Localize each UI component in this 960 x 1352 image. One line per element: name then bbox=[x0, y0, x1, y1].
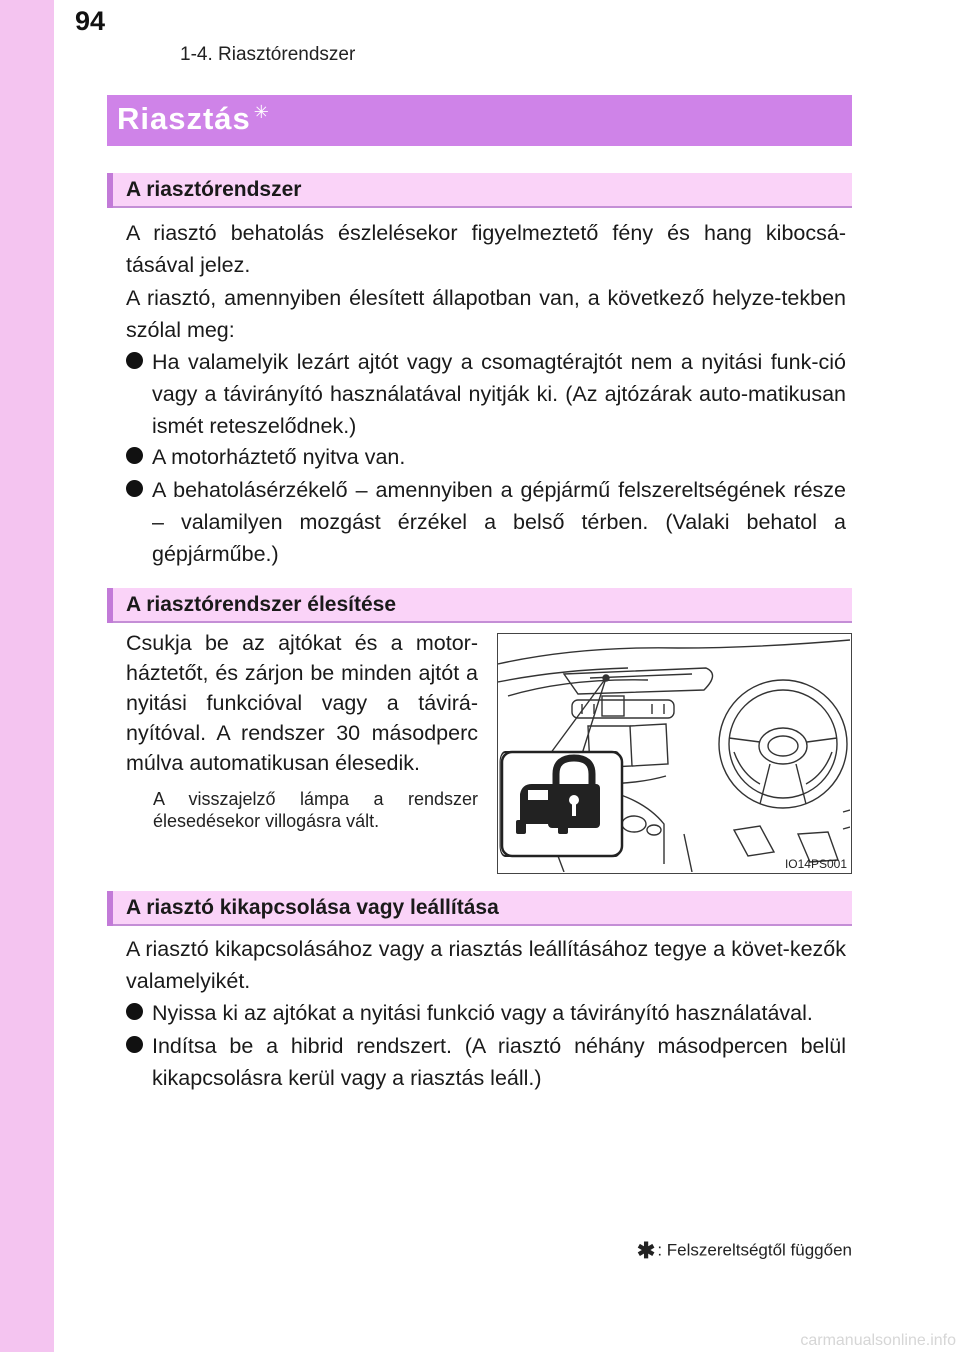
subheading-accent bbox=[107, 173, 113, 208]
subheading-disarm bbox=[107, 891, 852, 926]
paragraph-intro: A riasztó behatolás észlelésekor figyelmeztető fény és hang kibocsá-tásával jelez. bbox=[126, 221, 846, 277]
footnote bbox=[637, 1238, 852, 1264]
subheading-accent bbox=[107, 588, 113, 623]
subheading-label: A riasztó kikapcsolása vagy leállítása bbox=[126, 896, 499, 919]
optional-equipment-marker: ✳ bbox=[253, 101, 270, 122]
bullet-dot-icon bbox=[126, 480, 143, 497]
dashboard-drawing bbox=[498, 634, 850, 872]
bullet-text: A motorháztető nyitva van. bbox=[152, 445, 406, 469]
asterisk-icon: ✱ bbox=[636, 1238, 656, 1263]
side-color-bar bbox=[0, 0, 54, 1352]
figure-code: IO14PS001 bbox=[784, 857, 847, 871]
page-number: 94 bbox=[75, 6, 106, 36]
bullet-item bbox=[126, 997, 846, 1029]
subheading-accent bbox=[107, 891, 113, 926]
paragraph-arming: Csukja be az ajtókat és a motor-háztetőt, és zárjon be minden ajtót a nyitási funkcióval vagy a távirá-nyítóval. A rendszer 30 másodperc múlva automatikusan élesedik. bbox=[126, 631, 478, 775]
bullet-dot-icon bbox=[126, 447, 143, 464]
subheading-label: A riasztórendszer bbox=[126, 178, 302, 201]
bullet-dot-icon bbox=[126, 1036, 143, 1053]
bullet-dot-icon bbox=[126, 1003, 143, 1020]
dashboard-illustration bbox=[497, 633, 852, 874]
note-indicator: A visszajelző lámpa a rendszer élesedésekor villogásra vált. bbox=[153, 789, 478, 831]
bullet-text: Ha valamelyik lezárt ajtót vagy a csomagtérajtót nem a nyitási funk-ció vagy a távirányító használatával nyitják ki. (Az ajtózárak auto-matikusan ismét reteszelődnek.) bbox=[152, 350, 846, 438]
watermark-logo bbox=[660, 1330, 960, 1348]
bullet-item bbox=[126, 1030, 846, 1094]
bullet-item bbox=[126, 474, 846, 570]
bullet-text: Nyissa ki az ajtókat a nyitási funkció vagy a távirányító használatával. bbox=[152, 1001, 813, 1025]
watermark-text: carmanualsonline.info bbox=[800, 1332, 956, 1348]
bullet-dot-icon bbox=[126, 352, 143, 369]
page-title-bar bbox=[107, 95, 852, 146]
paragraph-disarm: A riasztó kikapcsolásához vagy a riasztás leállításához tegye a követ-kezők valamelyikét. bbox=[126, 937, 846, 993]
subheading-arming bbox=[107, 588, 852, 623]
page-title bbox=[117, 101, 270, 137]
bullet-text: A behatolásérzékelő – amennyiben a gépjármű felszereltségének része – valamilyen mozgást érzékel a belső térben. (Valaki behatol a gépjárműbe.) bbox=[152, 478, 846, 566]
bullet-item bbox=[126, 441, 846, 473]
section-reference: 1-4. Riasztórendszer bbox=[180, 44, 356, 65]
paragraph-conditions: A riasztó, amennyiben élesített állapotban van, a következő helyze-tekben szólal meg: bbox=[126, 286, 846, 342]
footnote-text: : Felszereltségtől függően bbox=[657, 1240, 852, 1260]
security-indicator-icon bbox=[502, 752, 622, 856]
bullet-text: Indítsa be a hibrid rendszert. (A riasztó néhány másodpercen belül kikapcsolásra kerül vagy a riasztás leáll.) bbox=[152, 1034, 846, 1090]
subheading-alarm-system bbox=[107, 173, 852, 208]
bullet-item bbox=[126, 346, 846, 442]
subheading-label: A riasztórendszer élesítése bbox=[126, 593, 397, 616]
page-title-text: Riasztás bbox=[117, 101, 251, 136]
